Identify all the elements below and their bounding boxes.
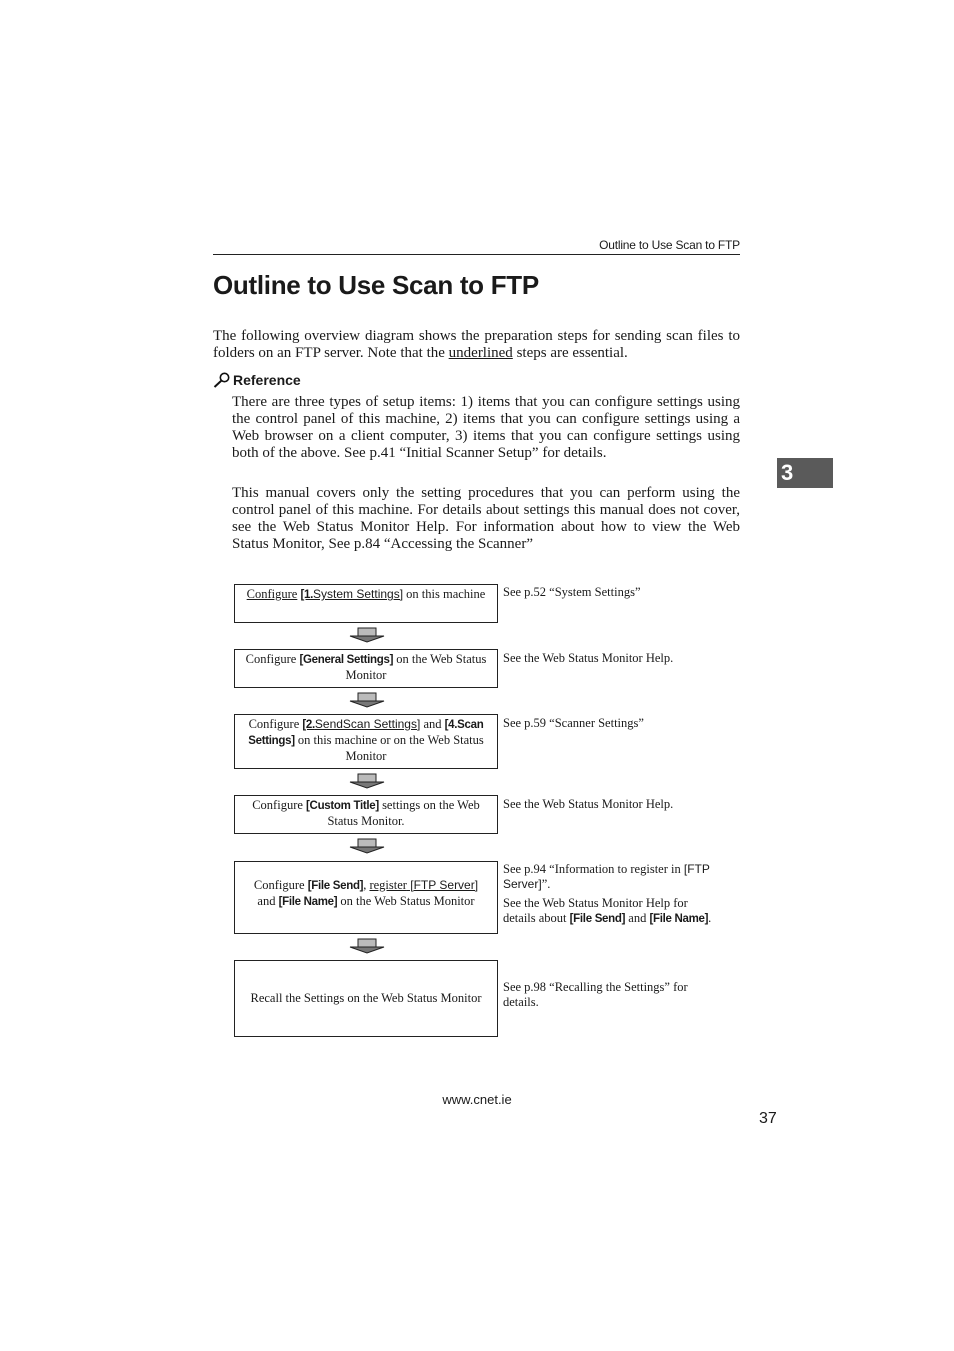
- flow-step-3-text: [239, 717, 493, 764]
- step5-configure: Configure: [253, 877, 308, 892]
- step2-configure: Configure: [245, 652, 300, 666]
- flow-step-3: [234, 714, 498, 769]
- flow-step-5-text: [254, 878, 478, 910]
- reference-paragraph-1: There are three types of setup items: 1) items that you can configure settings using the control panel of this machine, 2) items that you can configure settings using a Web browser on a client computer, 3) items that you can configure settings using both of the above. See p.41 “Initial Scanner Setup” for details.: [232, 394, 740, 461]
- flow-note-5: [503, 862, 723, 931]
- flow-note-5b: [503, 896, 723, 927]
- step5-and: and: [257, 893, 279, 908]
- reference-heading: [213, 372, 301, 388]
- step4-rest: settings on the Web Status Monitor.: [327, 798, 480, 828]
- step2-rest: on the Web Status Monitor: [345, 652, 487, 682]
- reference-label: Reference: [233, 372, 301, 388]
- reference-paragraph-2: This manual covers only the setting procedures that you can perform using the control panel of this machine. For details about settings this manual does not cover, see the Web Status Monitor Help. For information about how to view the Web Status Monitor, See p.84 “Accessing the Scanner”: [232, 485, 740, 552]
- step5-key2: [FTP Server]: [406, 877, 479, 892]
- arrow-down-icon: [349, 627, 385, 643]
- step5-comma: ,: [363, 877, 370, 892]
- magnifier-icon: [213, 372, 231, 388]
- flow-step-6-text: Recall the Settings on the Web Status Monitor: [250, 991, 482, 1005]
- flow-note-5a: [503, 862, 723, 892]
- note5a-end: ”.: [541, 877, 551, 891]
- flow-note-2: See the Web Status Monitor Help.: [503, 651, 674, 665]
- step3-key1-prefix: [2.: [302, 719, 315, 731]
- flow-step-1: [234, 584, 498, 623]
- flow-step-1-text: [247, 587, 486, 603]
- page-title: Outline to Use Scan to FTP: [213, 270, 539, 300]
- flow-step-2-text: [239, 652, 493, 683]
- step3-key1: SendScan Settings]: [314, 717, 421, 731]
- flow-note-1: See p.52 “System Settings”: [503, 585, 641, 599]
- page-number: 37: [759, 1110, 777, 1127]
- note5a-text: See p.94 “Information to register in: [503, 862, 684, 876]
- step3-and: and: [420, 717, 445, 731]
- step3-rest: on this machine or on the Web Status Monitor: [294, 733, 484, 763]
- step5-key3: [File Name]: [278, 895, 338, 908]
- intro-text-1: The following overview diagram shows the preparation steps for sending scan files to folders on an FTP server. Note that the: [213, 328, 740, 361]
- intro-underlined: underlined: [448, 345, 513, 361]
- step3-configure: Configure: [248, 717, 303, 731]
- step1-rest: on this machine: [403, 587, 486, 601]
- note5b-key1: [File Send]: [569, 913, 626, 925]
- note5b-and: and: [625, 911, 650, 925]
- flow-step-6: [234, 960, 498, 1037]
- step5-rest: on the Web Status Monitor: [337, 893, 475, 908]
- header-rule: [213, 254, 740, 255]
- flow-step-5: [234, 861, 498, 934]
- step4-key: [Custom Title]: [306, 800, 379, 812]
- note5a-key: [FTP Server]: [503, 862, 710, 891]
- arrow-down-icon: [349, 838, 385, 854]
- flow-note-4: See the Web Status Monitor Help.: [503, 797, 674, 811]
- step5-key1: [File Send]: [307, 879, 364, 892]
- arrow-down-icon: [349, 692, 385, 708]
- running-head: Outline to Use Scan to FTP: [599, 238, 740, 252]
- flow-step-2: [234, 649, 498, 688]
- step1-configure: Configure: [246, 587, 298, 601]
- note5b-end: .: [708, 911, 712, 925]
- step2-key: [General Settings]: [299, 654, 394, 666]
- note5b-text: See the Web Status Monitor Help for details about: [503, 896, 688, 925]
- arrow-down-icon: [349, 773, 385, 789]
- flow-step-4: [234, 795, 498, 834]
- step1-key: System Settings]: [313, 587, 404, 601]
- step4-configure: Configure: [252, 798, 307, 812]
- step3-key2: [4.Scan Settings]: [248, 719, 484, 747]
- intro-paragraph: [213, 328, 740, 362]
- note5b-key2: [File Name]: [649, 913, 709, 925]
- arrow-down-icon: [349, 938, 385, 954]
- footer-url: www.cnet.ie: [442, 1092, 512, 1107]
- intro-text-2: steps are essential.: [512, 345, 628, 361]
- step1-key-prefix: [1.: [300, 589, 313, 601]
- step5-register: register: [369, 877, 407, 892]
- flow-note-6: See p.98 “Recalling the Settings” for details.: [503, 980, 688, 1009]
- flow-step-4-text: [239, 798, 493, 829]
- chapter-tab: 3: [777, 458, 833, 488]
- flow-note-3: See p.59 “Scanner Settings”: [503, 716, 644, 730]
